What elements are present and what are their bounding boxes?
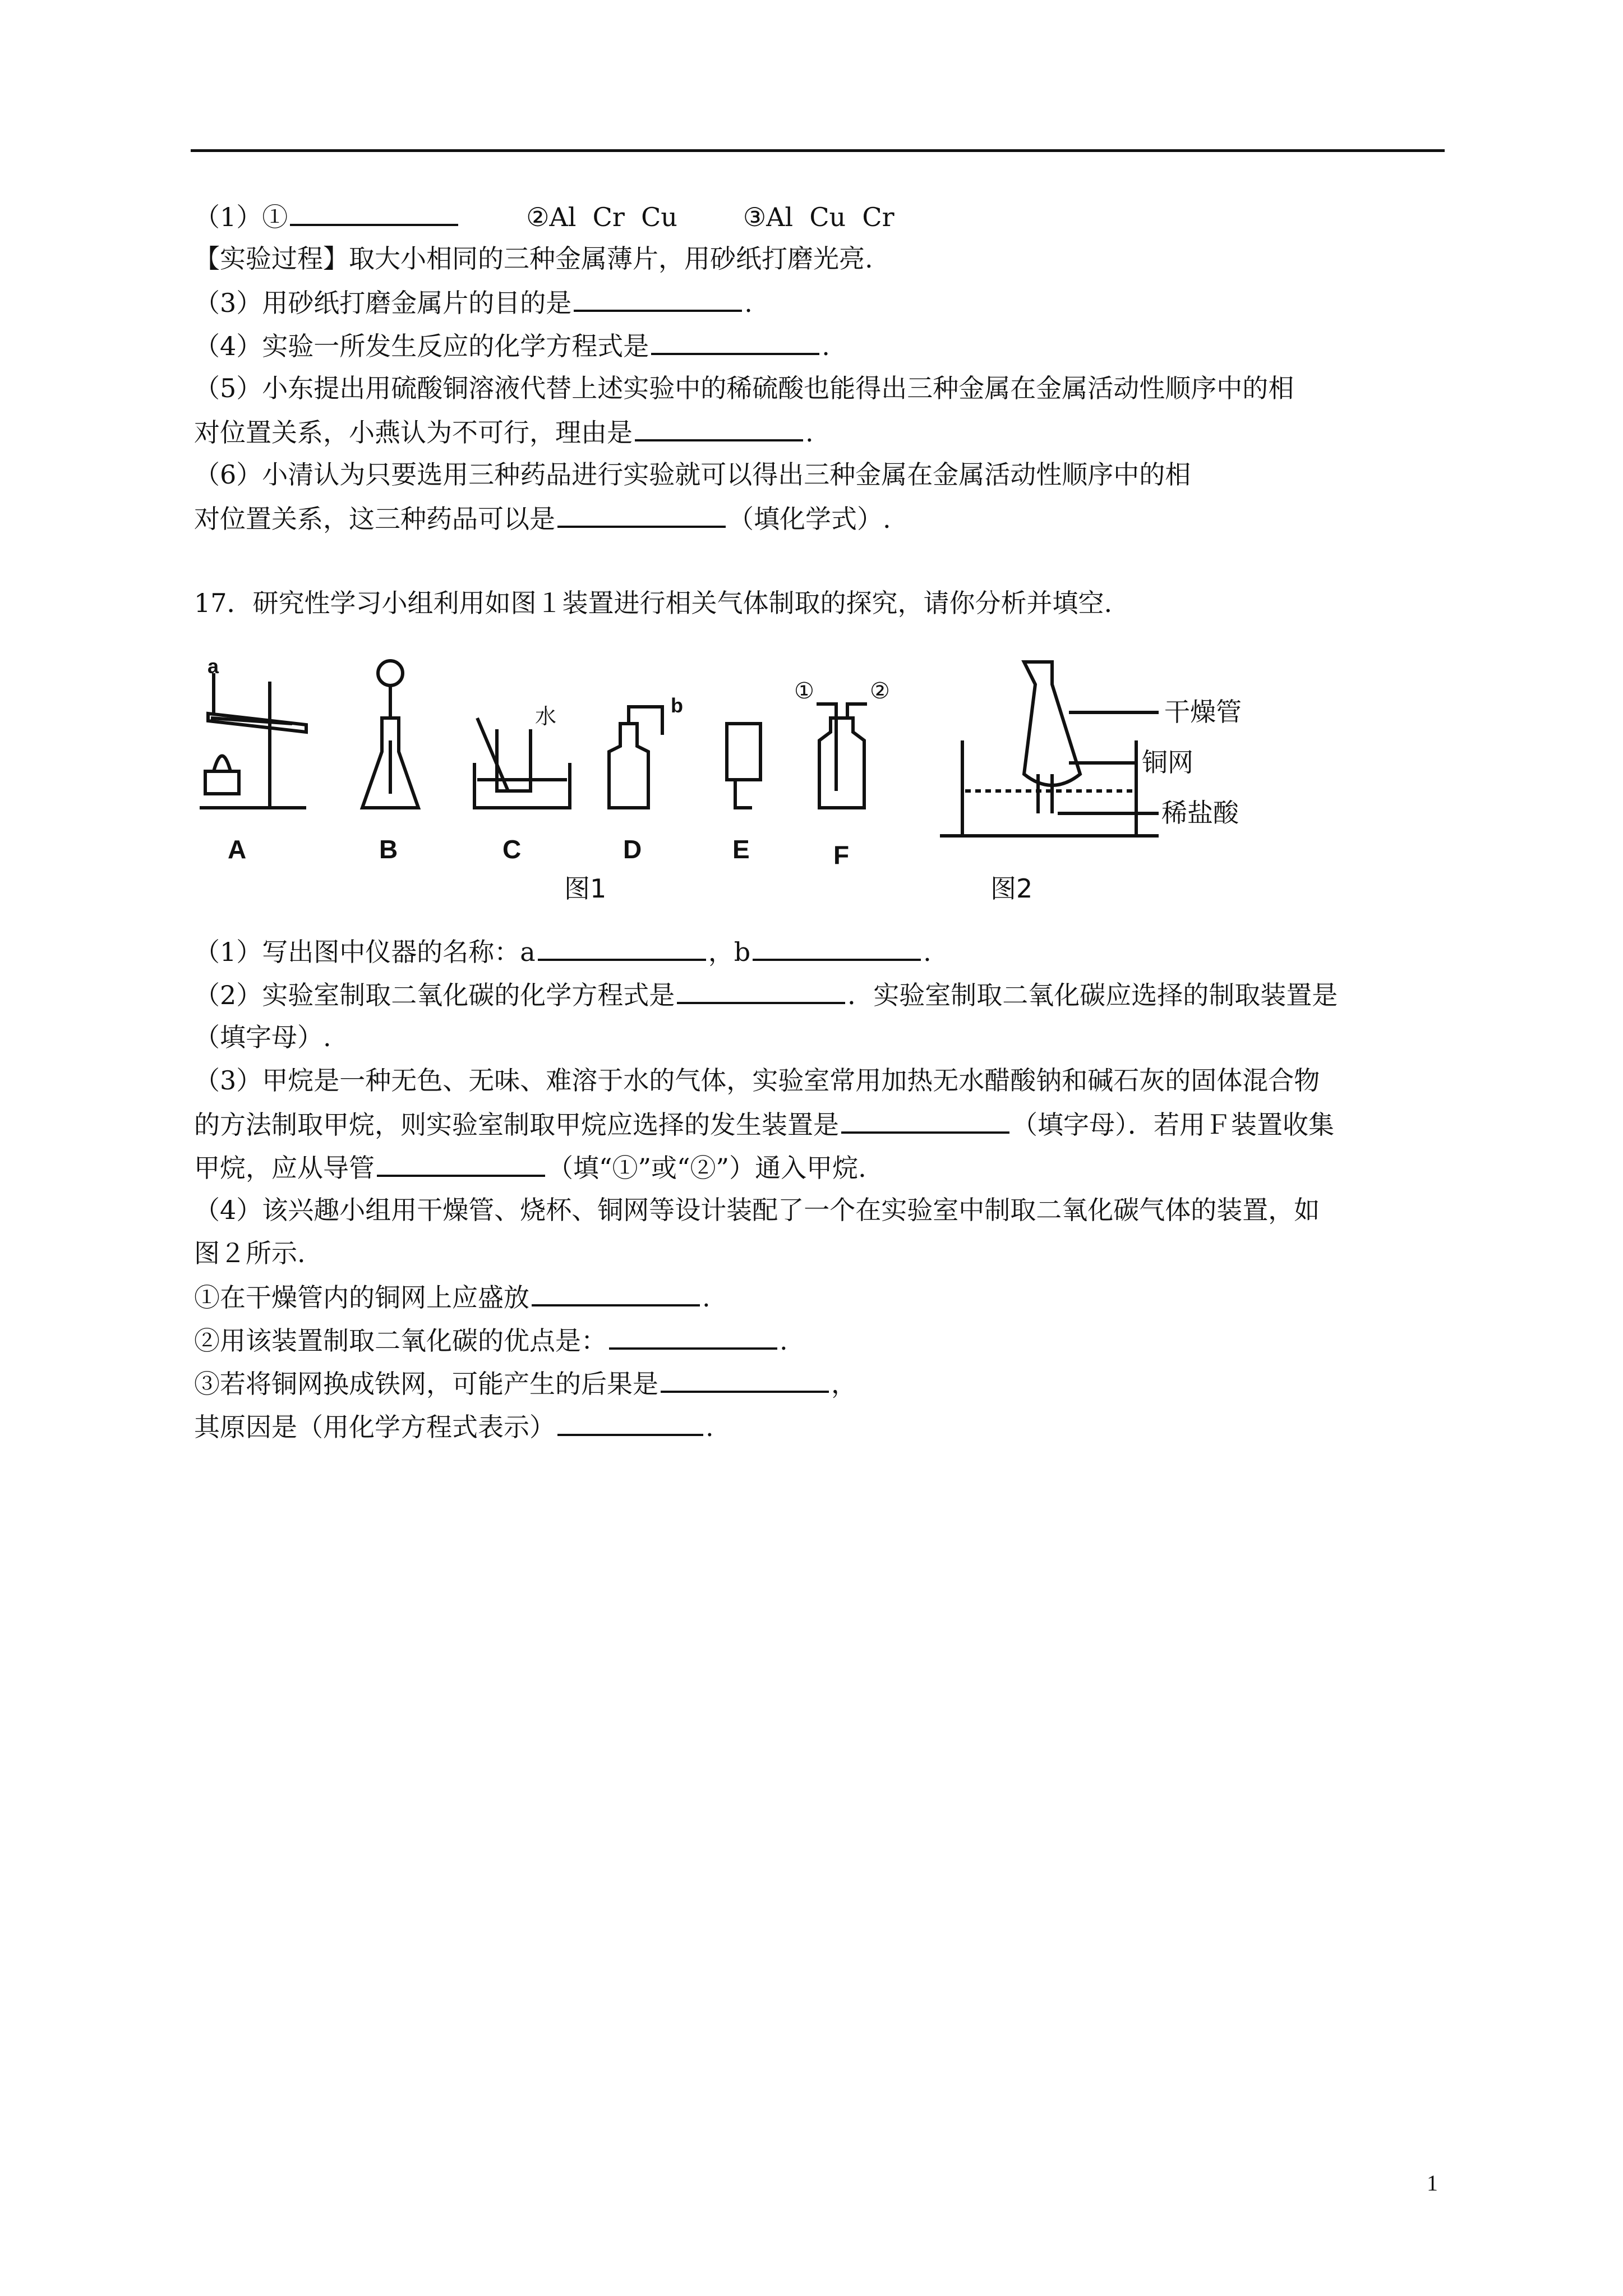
label-dilute-hcl: 稀盐酸	[1161, 798, 1239, 828]
answer-blank[interactable]	[753, 934, 921, 961]
apparatus-c-drawing	[474, 718, 570, 808]
answer-blank[interactable]	[651, 328, 819, 355]
q17-s1: ①在干燥管内的铜网上应盛放 .	[194, 1280, 711, 1314]
answer-blank[interactable]	[377, 1150, 545, 1177]
label-F: F	[833, 840, 850, 869]
q16-q5b: 对位置关系，小燕认为不可行，理由是 .	[194, 415, 814, 449]
q17-p2a: （2）实验室制取二氧化碳的化学方程式是 ．实验室制取二氧化碳应选择的制取装置是	[194, 977, 1338, 1012]
label-a: a	[208, 655, 219, 678]
label-A: A	[228, 835, 247, 864]
apparatus-d-drawing	[609, 707, 662, 808]
label-copper-mesh: 铜网	[1142, 747, 1193, 777]
q16-line1: （1）① ②Al Cr Cu ③Al Cu Cr	[194, 199, 895, 234]
label-b-pointer: b	[671, 694, 683, 717]
q17-p3c: 甲烷，应从导管 （填“①”或“②”）通入甲烷.	[194, 1150, 866, 1185]
q16-q6a: （6）小清认为只要选用三种药品进行实验就可以得出三种金属在金属活动性顺序中的相	[194, 459, 1191, 490]
q17-p3b: 的方法制取甲烷，则实验室制取甲烷应选择的发生装置是 （填字母）．若用Ｆ装置收集	[194, 1107, 1334, 1142]
label-water: 水	[535, 704, 557, 729]
q16-process: 【实验过程】取大小相同的三种金属薄片，用砂纸打磨光亮.	[194, 243, 873, 274]
apparatus-fig2-drawing	[940, 662, 1159, 836]
apparatus-b-drawing	[362, 661, 418, 808]
q17-p1: （1）写出图中仪器的名称：a ，b .	[194, 934, 932, 969]
label-port-1: ①	[794, 678, 814, 704]
answer-blank[interactable]	[609, 1323, 777, 1350]
label-port-2: ②	[870, 678, 890, 704]
q17-title: 17．研究性学习小组利用如图１装置进行相关气体制取的探究，请你分析并填空.	[194, 588, 1113, 618]
label-C: C	[502, 835, 522, 864]
q16-q6b: 对位置关系，这三种药品可以是 （填化学式）.	[194, 501, 891, 536]
answer-blank[interactable]	[841, 1107, 1009, 1134]
label-E: E	[732, 835, 750, 864]
answer-blank[interactable]	[677, 977, 845, 1004]
q16-q4: （4）实验一所发生反应的化学方程式是 .	[194, 328, 830, 363]
q17-p4a: （4）该兴趣小组用干燥管、烧杯、铜网等设计装配了一个在实验室中制取二氧化碳气体的装置，如	[194, 1195, 1320, 1225]
answer-blank[interactable]	[532, 1280, 700, 1306]
caption-fig1: 图1	[564, 873, 607, 904]
q17-s2: ②用该装置制取二氧化碳的优点是： .	[194, 1323, 788, 1358]
q16-q3: （3）用砂纸打磨金属片的目的是 .	[194, 285, 753, 320]
label-dry-tube: 干燥管	[1164, 697, 1242, 727]
apparatus-a-drawing	[200, 673, 306, 808]
label-D: D	[623, 835, 642, 864]
apparatus-figure	[194, 651, 1242, 920]
answer-blank[interactable]	[557, 501, 726, 528]
caption-fig2: 图2	[990, 873, 1033, 904]
header-rule	[191, 149, 1445, 152]
q17-p4b: 图２所示.	[194, 1238, 306, 1268]
q17-s4: 其原因是（用化学方程式表示） .	[194, 1409, 714, 1444]
answer-blank[interactable]	[290, 199, 458, 226]
apparatus-e-drawing	[727, 724, 760, 808]
page-number: 1	[1427, 2170, 1438, 2196]
answer-blank[interactable]	[635, 415, 803, 441]
answer-blank[interactable]	[557, 1409, 703, 1436]
q17-s3: ③若将铜网换成铁网，可能产生的后果是 ，	[194, 1366, 857, 1401]
q16-q5a: （5）小东提出用硫酸铜溶液代替上述实验中的稀硫酸也能得出三种金属在金属活动性顺序中的相	[194, 373, 1294, 403]
answer-blank[interactable]	[574, 285, 742, 312]
label-B: B	[379, 835, 398, 864]
q17-p2b: （填字母）.	[194, 1022, 331, 1052]
apparatus-f-drawing	[817, 704, 867, 808]
answer-blank[interactable]	[661, 1366, 829, 1393]
answer-blank[interactable]	[538, 934, 706, 961]
q17-p3a: （3）甲烷是一种无色、无味、难溶于水的气体，实验室常用加热无水醋酸钠和碱石灰的固体混合物	[194, 1065, 1320, 1096]
